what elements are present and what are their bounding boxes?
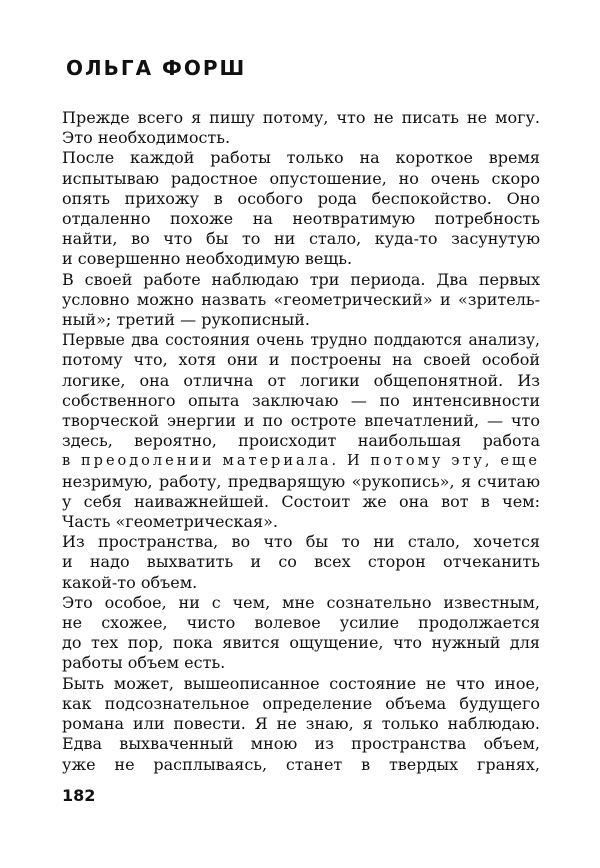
text-line: логике, она отлична от логики общепонятной. Из	[62, 370, 540, 390]
text-line: не схожее, чисто волевое усилие продолжается	[62, 613, 540, 633]
text-line: После каждой работы только на короткое время	[62, 148, 540, 168]
text-line: собственного опыта заключаю — по интенсивности	[62, 390, 540, 410]
text-line: найти, во что бы то ни стало, куда-то засунутую	[62, 229, 540, 249]
text-line: опять прихожу в особого рода беспокойство. Оно	[62, 188, 540, 208]
text-line: Первые два состояния очень трудно поддаются анализу,	[62, 331, 540, 350]
text-line: Это необходимость.	[62, 128, 231, 148]
text-line: уже не расплываясь, станет в твердых гранях,	[62, 754, 540, 774]
text-line: работы объем есть.	[62, 653, 226, 673]
text-line: какой-то объем.	[62, 572, 198, 592]
text-line: Это особое, ни с чем, мне сознательно известным,	[62, 592, 540, 612]
text-line: Часть «геометрическая».	[62, 512, 278, 532]
text-line: В своей работе наблюдаю три периода. Два первых	[62, 269, 540, 289]
text-line: до тех пор, пока явится ощущение, что нужный для	[62, 633, 540, 653]
text-line: отдаленно похоже на неотвратимую потребность	[62, 209, 540, 229]
text-line: романа или повести. Я не знаю, я только наблюдаю.	[62, 714, 540, 734]
page-number: 182	[62, 786, 96, 805]
text-line: потому что, хотя они и построены на своей особой	[62, 350, 540, 370]
text-line: условно можно назвать «геометрический» и «зритель-	[62, 289, 540, 309]
text-line: творческой энергии и по остроте впечатлений, — что	[62, 411, 540, 431]
text-line: испытываю радостное опустошение, но очень скоро	[62, 168, 540, 188]
text-line: у себя наиважнейшей. Состоит же она вот в чем:	[62, 491, 540, 511]
text-line: и надо выхватить и со всех сторон отчеканить	[62, 552, 540, 572]
body-text	[62, 108, 540, 775]
text-line: ный»; третий — рукописный.	[62, 310, 310, 330]
text-line: и совершенно необходимую вещь.	[62, 249, 353, 269]
text-line: Едва выхваченный мною из пространства объем,	[62, 734, 540, 754]
author-heading: ОЛЬГА ФОРШ	[66, 56, 247, 80]
text-line: Из пространства, во что бы то ни стало, хочется	[62, 532, 540, 552]
text-line: в преодолении материала. И потому эту, еще	[62, 453, 540, 470]
text-line: как подсознательное определение объема будущего	[62, 693, 540, 713]
text-line: Прежде всего я пишу потому, что не писать не могу.	[62, 108, 540, 127]
text-line: здесь, вероятно, происходит наибольшая работа	[62, 431, 540, 451]
text-line: незримую, работу, предварящую «рукопись», я считаю	[62, 471, 540, 491]
text-line: Быть может, вышеописанное состояние не что иное,	[62, 673, 540, 693]
